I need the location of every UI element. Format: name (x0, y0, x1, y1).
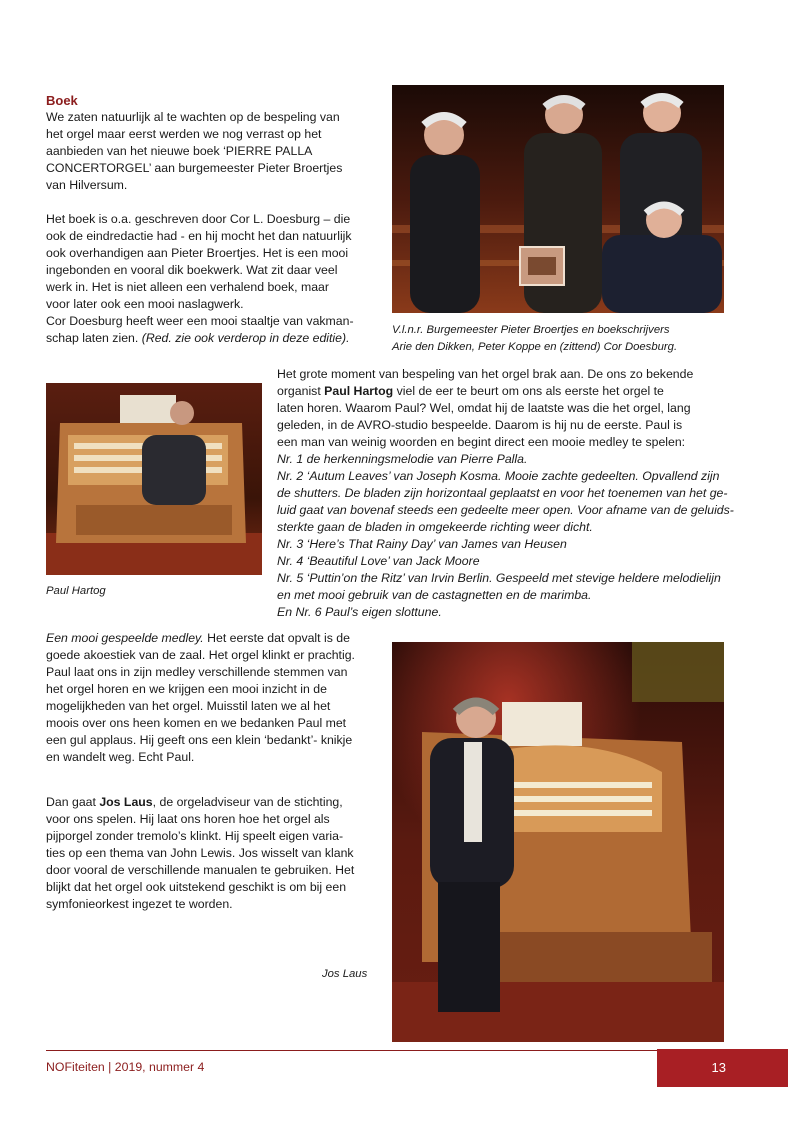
text-line: Cor Doesburg heeft weer een mooi staaltje van vakman- (46, 314, 354, 328)
caption-line: Arie den Dikken, Peter Koppe en (zittend) Cor Doesburg. (392, 341, 678, 353)
text-span: organist (277, 384, 325, 398)
text-span: Het eerste dat opvalt is de (203, 631, 350, 645)
text-line: ingebonden en vooral dik boekwerk. Wat zit daar veel (46, 263, 338, 277)
text-line: goede akoestiek van de zaal. Het orgel klinkt er prachtig. (46, 648, 355, 662)
text-line: Paul laat ons in zijn medley verschillende stemmen van (46, 665, 348, 679)
text-line: ook de eindredactie had - en hij mocht het dan natuurlijk (46, 229, 352, 243)
organist-name: Jos Laus (99, 795, 153, 809)
section-medley (277, 366, 737, 621)
text-line: voor ons spelen. Hij laat ons horen hoe het orgel als (46, 812, 330, 826)
medley-item: Nr. 1 de herkenningsmelodie van Pierre Palla. (277, 452, 528, 466)
text-span: schap laten zien. (46, 331, 139, 345)
medley-item: Nr. 2 ‘Autum Leaves’ van Joseph Kosma. Mooie zachte gedeelten. Opvallend zijn (277, 469, 720, 483)
text-line (277, 383, 737, 400)
photo-book-presentation-caption (392, 322, 732, 356)
text-line: Het boek is o.a. geschreven door Cor L. Doesburg – die (46, 212, 351, 226)
text-line: symfonieorkest ingezet te worden. (46, 897, 233, 911)
medley-item: En Nr. 6 Paul’s eigen slottune. (277, 605, 442, 619)
text-span: viel de eer te beurt om ons als eerste het orgel te (393, 384, 664, 398)
medley-item: luid gaat van bovenaf steeds een gedeelte meer open. Voor afname van de geluids- (277, 503, 734, 517)
section-heading: Boek (46, 93, 78, 108)
text-line (46, 794, 381, 811)
medley-item: en met mooi gebruik van de castagnetten en de marimba. (277, 588, 592, 602)
caption-line: V.l.n.r. Burgemeester Pieter Broertjes en boekschrijvers (392, 324, 670, 336)
text-line (46, 630, 381, 647)
page-number-box (657, 1049, 788, 1087)
photo-paul-hartog-image (46, 383, 262, 575)
text-line: geleden, in de AVRO-studio bespeelde. Daarom is hij nu de eerste. Paul is (277, 418, 683, 432)
blank-line (46, 194, 381, 211)
footer-publication: NOFiteiten | 2019, nummer 4 (46, 1060, 205, 1074)
section-jos-laus (46, 794, 381, 913)
photo-jos-laus-image (392, 642, 724, 1042)
organist-name: Paul Hartog (324, 384, 394, 398)
text-line: pijporgel zonder tremolo’s klinkt. Hij speelt eigen varia- (46, 829, 344, 843)
text-line: het orgel maar eerst werden we nog verrast op het (46, 127, 322, 141)
text-line: van Hilversum. (46, 178, 128, 192)
medley-item: de shutters. De bladen zijn horizontaal geplaatst en voor het toenemen van het ge- (277, 486, 728, 500)
text-line: blijkt dat het orgel ook uitstekend geschikt is om bij een (46, 880, 347, 894)
text-line: laten horen. Waarom Paul? Wel, omdat hij de laatste was die het orgel, lang (277, 401, 691, 415)
text-line: werk in. Het is niet alleen een verhalend boek, maar (46, 280, 329, 294)
editor-note: (Red. zie ook verderop in deze editie). (141, 331, 350, 345)
text-line: en wandelt weg. Echt Paul. (46, 750, 195, 764)
text-line: ties op een thema van John Lewis. Jos wisselt van klank (46, 846, 354, 860)
text-line: een man van weinig woorden en begint direct een mooie medley te spelen: (277, 435, 686, 449)
text-line (46, 330, 381, 347)
text-line: We zaten natuurlijk al te wachten op de bespeling van (46, 110, 340, 124)
medley-item: Nr. 5 ‘Puttin’on the Ritz’ van Irvin Berlin. Gespeeld met stevige heldere melodielijn (277, 571, 721, 585)
medley-item: Nr. 3 ‘Here’s That Rainy Day’ van James van Heusen (277, 537, 567, 551)
section-boek (46, 92, 381, 347)
text-line: moois over ons heen komen en we bedanken Paul met (46, 716, 347, 730)
section-review (46, 630, 381, 766)
photo-jos-laus (392, 642, 724, 1042)
text-line: ook overhandigen aan Pieter Broertjes. Het is een mooi (46, 246, 349, 260)
text-line: CONCERTORGEL’ aan burgemeester Pieter Broertjes (46, 161, 343, 175)
photo-paul-hartog (46, 383, 262, 575)
text-span: Een mooi gespeelde medley. (46, 631, 204, 645)
page-number: 13 (711, 1060, 726, 1075)
text-line: Het grote moment van bespeling van het orgel brak aan. De ons zo bekende (277, 367, 694, 381)
photo-jos-laus-caption: Jos Laus (322, 968, 368, 980)
text-span: , de orgeladviseur van de stichting, (152, 795, 343, 809)
text-line: voor later ook een mooi naslagwerk. (46, 297, 244, 311)
text-line: het orgel horen en we krijgen een mooi inzicht in de (46, 682, 327, 696)
medley-item: sterkte gaan de bladen in omgekeerde richting weer dicht. (277, 520, 593, 534)
text-line: een gul applaus. Hij geeft ons een klein ‘bedankt’- knikje (46, 733, 353, 747)
medley-item: Nr. 4 ‘Beautiful Love’ van Jack Moore (277, 554, 480, 568)
photo-paul-hartog-caption: Paul Hartog (46, 585, 106, 597)
text-line: door vooral de verschillende manualen te gebruiken. Het (46, 863, 355, 877)
text-span: Dan gaat (46, 795, 100, 809)
footer-divider (46, 1050, 658, 1051)
text-line: mogelijkheden van het orgel. Muisstil laten we al het (46, 699, 331, 713)
text-line: aanbieden van het nieuwe boek ‘PIERRE PALLA (46, 144, 313, 158)
photo-book-presentation (392, 85, 724, 313)
photo-book-presentation-image (392, 85, 724, 313)
